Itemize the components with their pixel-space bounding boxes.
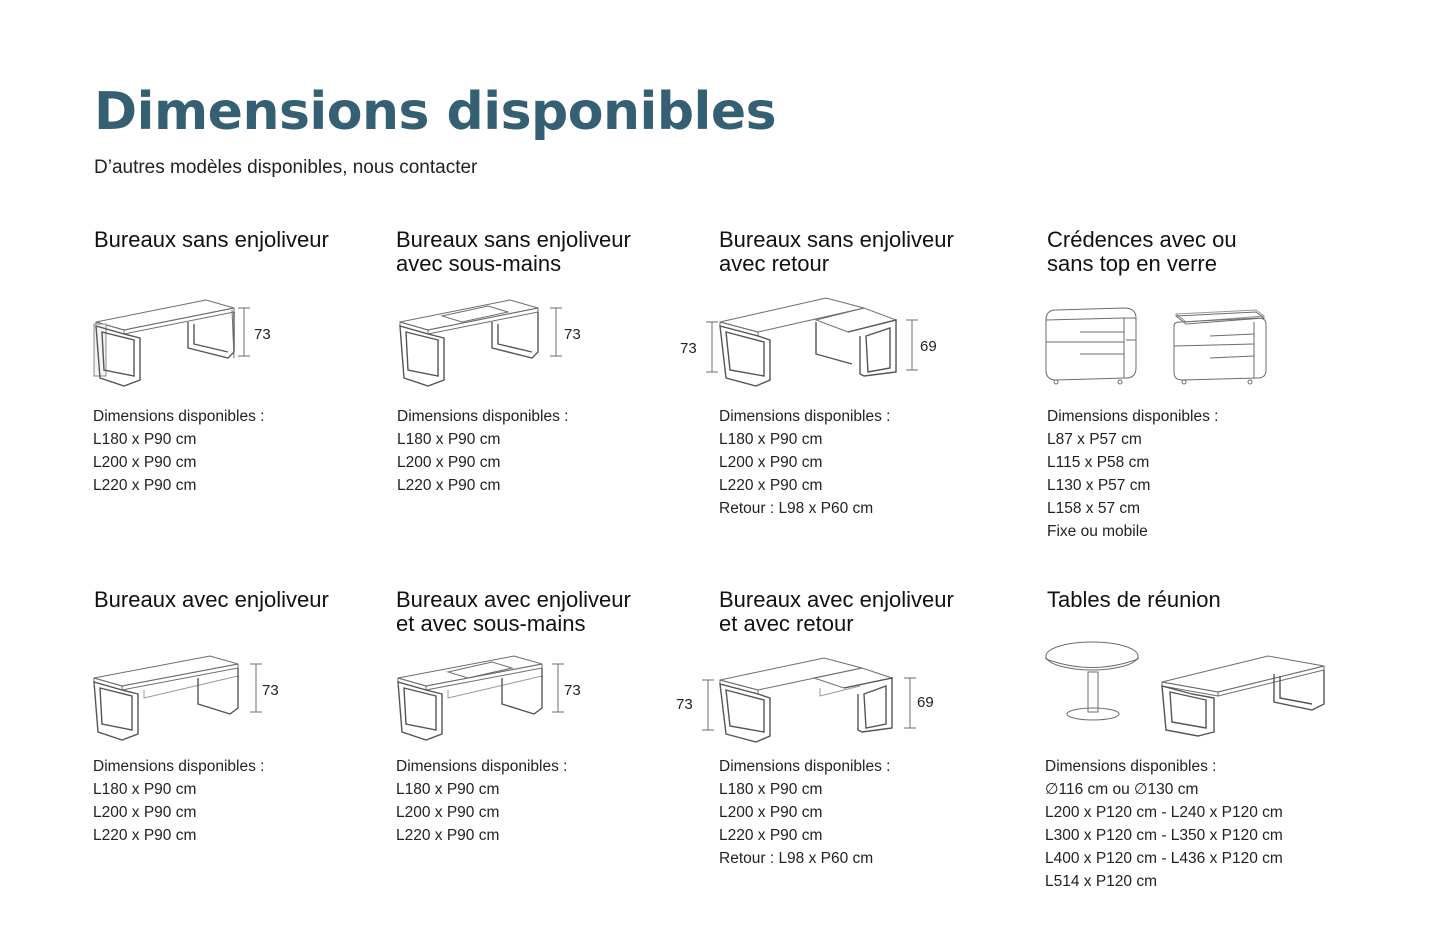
height-label: 69: [920, 338, 937, 355]
height-label: 69: [917, 694, 934, 711]
product-card-bureaux-avec-enjoliveur-retour: [719, 588, 1019, 636]
dimensions-line: L200 x P90 cm: [719, 454, 823, 471]
card-title-line: Bureaux sans enjoliveur: [94, 227, 329, 252]
product-card-credences: [1047, 228, 1347, 276]
desk-with-modesty-panel-and-return-illustration: [674, 650, 944, 750]
dimensions-line: L200 x P90 cm: [396, 804, 500, 821]
height-label: 73: [676, 696, 693, 713]
dimensions-line: L220 x P90 cm: [93, 477, 197, 494]
dimensions-line: Dimensions disponibles :: [1045, 758, 1217, 775]
product-card-tables-de-reunion: [1047, 588, 1347, 612]
dimensions-list: [719, 405, 890, 520]
desk-with-desk-pad-illustration: [392, 292, 592, 392]
dimensions-line: Dimensions disponibles :: [1047, 408, 1219, 425]
dimensions-list: [1045, 755, 1283, 893]
card-title-line: Crédences avec ou: [1047, 227, 1237, 252]
card-title: [719, 588, 1019, 636]
card-title: [396, 228, 696, 276]
card-title: [396, 588, 696, 636]
page-subtitle: D’autres modèles disponibles, nous contacter: [94, 157, 478, 178]
dimensions-list: [396, 755, 567, 847]
card-title-line: Bureaux avec enjoliveur: [719, 587, 954, 612]
dimensions-line: L400 x P120 cm - L436 x P120 cm: [1045, 850, 1283, 867]
card-title-line: avec sous-mains: [396, 251, 562, 276]
dimensions-line: L220 x P90 cm: [719, 827, 823, 844]
height-label: 73: [262, 682, 279, 699]
card-title: [94, 588, 394, 612]
dimensions-line: Dimensions disponibles :: [93, 758, 265, 775]
card-title: [1047, 228, 1347, 276]
dimensions-line: L115 x P58 cm: [1047, 454, 1150, 471]
dimensions-list: [93, 755, 264, 847]
card-title: [1047, 588, 1347, 612]
dimensions-line: Dimensions disponibles :: [397, 408, 569, 425]
product-card-bureaux-sans-enjoliveur-sous-mains: [396, 228, 696, 276]
product-card-bureaux-sans-enjoliveur-retour: [719, 228, 1019, 276]
card-title: [719, 228, 1019, 276]
dimensions-line: Dimensions disponibles :: [719, 758, 891, 775]
card-title-line: Bureaux sans enjoliveur: [396, 227, 631, 252]
dimensions-line: L514 x P120 cm: [1045, 873, 1158, 890]
card-title-line: Bureaux sans enjoliveur: [719, 227, 954, 252]
dimensions-line: L180 x P90 cm: [93, 781, 197, 798]
page-title: Dimensions disponibles: [94, 82, 777, 142]
desk-illustration: [88, 292, 288, 392]
dimensions-line: L180 x P90 cm: [719, 431, 823, 448]
dimensions-list: [719, 755, 890, 870]
height-label: 73: [564, 682, 581, 699]
card-title-line: Bureaux avec enjoliveur: [396, 587, 631, 612]
desk-with-modesty-panel-and-pad-illustration: [392, 648, 592, 748]
dimensions-line: L220 x P90 cm: [397, 477, 501, 494]
dimensions-line: L200 x P120 cm - L240 x P120 cm: [1045, 804, 1283, 821]
dimensions-line: L130 x P57 cm: [1047, 477, 1151, 494]
dimensions-line: L180 x P90 cm: [396, 781, 500, 798]
dimensions-line: Dimensions disponibles :: [719, 408, 891, 425]
card-title-line: sans top en verre: [1047, 251, 1217, 276]
dimensions-line: L220 x P90 cm: [93, 827, 197, 844]
dimensions-line: ∅116 cm ou ∅130 cm: [1045, 781, 1199, 798]
product-card-bureaux-sans-enjoliveur: [94, 228, 394, 252]
dimensions-line: L158 x 57 cm: [1047, 500, 1141, 517]
dimensions-line: L220 x P90 cm: [396, 827, 500, 844]
dimensions-line: L180 x P90 cm: [397, 431, 501, 448]
dimensions-line: L180 x P90 cm: [93, 431, 197, 448]
card-title-line: avec retour: [719, 251, 830, 276]
dimensions-line: L200 x P90 cm: [93, 454, 197, 471]
dimensions-line: L200 x P90 cm: [397, 454, 501, 471]
card-title-line: Bureaux avec enjoliveur: [94, 587, 329, 612]
dimensions-line: L220 x P90 cm: [719, 477, 823, 494]
desk-with-modesty-panel-illustration: [88, 648, 288, 748]
card-title-line: et avec retour: [719, 611, 854, 636]
card-title: [94, 228, 394, 252]
height-label: 73: [254, 326, 271, 343]
product-card-bureaux-avec-enjoliveur: [94, 588, 394, 612]
dimensions-line: L200 x P90 cm: [93, 804, 197, 821]
dimensions-line: L200 x P90 cm: [719, 804, 823, 821]
dimensions-line: Retour : L98 x P60 cm: [719, 850, 874, 867]
dimensions-line: Dimensions disponibles :: [396, 758, 568, 775]
dimensions-line: L180 x P90 cm: [719, 781, 823, 798]
dimensions-line: L300 x P120 cm - L350 x P120 cm: [1045, 827, 1283, 844]
desk-with-return-illustration: [676, 292, 946, 392]
dimensions-line: Retour : L98 x P60 cm: [719, 500, 874, 517]
meeting-tables-illustration: [1042, 636, 1332, 746]
height-label: 73: [680, 340, 697, 357]
dimensions-line: Dimensions disponibles :: [93, 408, 265, 425]
dimensions-line: Fixe ou mobile: [1047, 523, 1148, 540]
height-label: 73: [564, 326, 581, 343]
dimensions-list: [1047, 405, 1218, 543]
dimensions-list: [397, 405, 568, 497]
card-title-line: et avec sous-mains: [396, 611, 586, 636]
dimensions-list: [93, 405, 264, 497]
product-card-bureaux-avec-enjoliveur-sous-mains: [396, 588, 696, 636]
dimensions-line: L87 x P57 cm: [1047, 431, 1142, 448]
sideboard-illustration: [1040, 296, 1280, 386]
card-title-line: Tables de réunion: [1047, 587, 1221, 612]
